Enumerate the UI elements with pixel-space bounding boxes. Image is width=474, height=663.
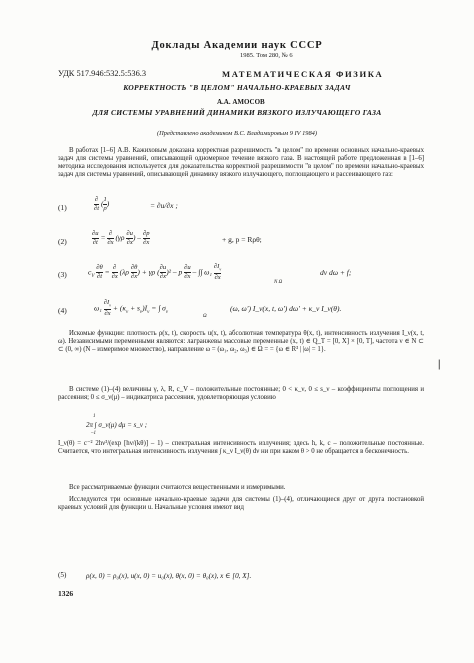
norm-condition-text: 2π ∫ σ_ν(μ) dμ = s_ν ; <box>86 421 148 429</box>
equation-3-body: $c_V \frac{\partial\theta}{\partial t}$ = $\frac{\partial}{\partial x}$ ($\lambda\rho \frac{\partial\theta}{\partial x}$ ) + γρ ($\frac{\partial u}{\partial x}$ )² – p $\frac{\partial u}{\partial x}$ – ∫∫ $\omega_1 \frac{\partial I_\nu}{\partial x}$ <box>88 263 222 282</box>
margin-mark: | <box>438 358 441 370</box>
presented-by: (Представлено академиком В.С. Владимировым 9 IV 1984) <box>157 130 317 137</box>
equation-4-tail: (ω, ω′) I_ν(x, t, ω′) dω′ + κ_ν I_ν(θ). <box>230 304 342 313</box>
page-number: 1326 <box>58 589 74 598</box>
equation-2-body: $\frac{\partial u}{\partial t}$ = $\frac{\partial}{\partial x}$ ($\gamma\rho \frac{\partial u}{\partial x}$ ) – $\frac{\partial p}{\partial x}$ <box>92 230 150 246</box>
author: А.А. АМОСОВ <box>217 98 265 106</box>
equation-3-tail: dv dω + f; <box>320 268 352 277</box>
equation-4-body: $\omega_1 \frac{\partial I_\nu}{\partial x}$ + $(\kappa_\nu + s_\nu)I_\nu$ = ∫ $\sigma_\nu$ <box>94 299 169 318</box>
issue-info: 1985. Том 280, № 6 <box>240 52 293 59</box>
section-heading: МАТЕМАТИЧЕСКАЯ ФИЗИКА <box>222 69 384 79</box>
functions-note: Все рассматриваемые функции считаются вещественными и измеримыми. <box>69 484 286 491</box>
planck-paragraph: I_ν(θ) = c⁻² 2hν³/(exp [hν/(kθ)] – 1) – спектральная интенсивность излучения; здесь h, k, c – положительные постоянные. Считается, что интегральная интенсивность излучения ∫ κ_ν I_ν(θ) dν ни при каком θ > 0 не обращается в бесконечность. <box>58 440 424 456</box>
system-note-paragraph: В системе (1)–(4) величины γ, λ, R, c_V – положительные постоянные; 0 < κ_ν, 0 ≤ s_ν – коэффициенты поглощения и рассеяния; 0 ≤ σ_ν(μ) – индикатриса рассеяния, удовлетворяющая условию <box>58 386 424 402</box>
journal-page: Доклады Академии наук СССР 1985. Том 280, № 6 УДК 517.946:532.5:536.3 МАТЕМАТИЧЕСКАЯ ФИЗИКА КОРРЕКТНОСТЬ "В ЦЕЛОМ" НАЧАЛЬНО-КРАЕВЫХ ЗАДАЧ А.А. АМОСОВ ДЛЯ СИСТЕМЫ УРАВНЕНИЙ ДИНАМИКИ ВЯЗКОГО ИЗЛУЧАЮЩЕГО ГАЗА (Представлено академиком В.С. Владимировым 9 IV 1984) В работах [1–6] А.В. Кажиховым доказана корректная разрешимость "в целом" по времени основных начально-краевых задач для системы уравнений, описывающей одномерное течение вязкого газа. В настоящей работе предложенная в [1–6] методика исследования используется для доказательства корректной разрешимости "в целом" по времени начально-краевых задач для системы уравнений, описывающей динамику вязкого излучающего, поглощающего и рассеивающего газ: (1) $\frac{\partial}{\partial t}$ ($\frac{1}{\rho}$ ) = ∂u/∂x ; (2) $\frac{\partial u}{\partial t}$ = $\frac{\partial}{\partial x}$ ($\gamma\rho \frac{\partial u}{\partial x}$ ) – $\frac{\partial p}{\partial x}$ + g, p = Rρθ; (3) $c_V \frac{\partial\theta}{\partial t}$ = $\frac{\partial}{\partial x}$ ($\lambda\rho \frac{\partial\theta}{\partial x}$ ) + γρ ($\frac{\partial u}{\partial x}$ )² – p $\frac{\partial u}{\partial x}$ – ∫∫ $\omega_1 \frac{\partial I_\nu}{\partial x}$ N Ω dv dω + f; (4) $\omega_1 \frac{\partial I_\nu}{\partial x}$ + $(\kappa_\nu + s_\nu)I_\nu$ = ∫ $\sigma_\nu$ Ω (ω, ω′) I_ν(x, t, ω′) dω′ + κ_ν I_ν(θ). Искомые функции: плотность ρ(x, t), скорость u(x, t), абсолютная температура θ(x, t), интенсивность излучения I_ν(x, t, ω). Независимыми переменными являются: лагранжевы массовые переменные (x, t) ∈ Q_T = [0, X] × [0, T], частота ν ∈ N ⊂ ⊂ (0, ∞) (N – измеримое множество), направление ω = (ω₁, ω₂, ω₃) ∈ Ω = = {ω ∈ R³ | |ω| = 1}. В системе (1)–(4) величины γ, λ, R, c_V – положительные постоянные; 0 < κ_ν, 0 ≤ s_ν – коэффициенты поглощения и рассеяния; 0 ≤ σ_ν(μ) – индикатриса рассеяния, удовлетворяющая условию 2π ∫ σ_ν(μ) dμ = s_ν ; 1 –1 I_ν(θ) = c⁻² 2hν³/(exp [hν/(kθ)] – 1) – спектральная интенсивность излучения; здесь h, k, c – положительные постоянные. Считается, что интегральная интенсивность излучения ∫ κ_ν I_ν(θ) dν ни при каком θ > 0 не обращается в бесконечность. Все рассматриваемые функции считаются вещественными и измеримыми. Исследуются три основные начально-краевые задачи для системы (1)–(4), отличающиеся друг от друга постановкой краевых условий для функции u. Начальные условия имеют вид (5) ρ(x, 0) = ρ₀(x), u(x, 0) = u₀(x), θ(x, 0) = θ₀(x), x ∈ [0, X]. 1326 | <box>0 0 474 663</box>
problems-paragraph: Исследуются три основные начально-краевые задачи для системы (1)–(4), отличающиеся друг от друга постановкой краевых условий для функции u. Начальные условия имеют вид <box>58 496 424 512</box>
udk-code: УДК 517.946:532.5:536.3 <box>58 69 147 78</box>
equation-5-text: ρ(x, 0) = ρ₀(x), u(x, 0) = u₀(x), θ(x, 0) = θ₀(x), x ∈ [0, X]. <box>86 572 252 580</box>
equation-2-tail: + g, p = Rρθ; <box>222 235 262 244</box>
equation-4-number: (4) <box>58 306 67 315</box>
equation-1-rhs: = ∂u/∂x ; <box>150 201 178 210</box>
norm-condition <box>86 421 147 429</box>
equation-5-number: (5) <box>58 571 67 579</box>
paper-title-line-1: КОРРЕКТНОСТЬ "В ЦЕЛОМ" НАЧАЛЬНО-КРАЕВЫХ ЗАДАЧ <box>123 83 351 92</box>
equation-2-number: (2) <box>58 237 67 246</box>
intro-paragraph: В работах [1–6] А.В. Кажиховым доказана корректная разрешимость "в целом" по времени основных начально-краевых задач для системы уравнений, описывающей одномерное течение вязкого газа. В настоящей работе предложенная в [1–6] методика исследования используется для доказательства корректной разрешимости "в целом" по времени начально-краевых задач для системы уравнений, описывающей динамику вязкого излучающего, поглощающего и рассеивающего газ: <box>58 147 424 179</box>
journal-title: Доклады Академии наук СССР <box>151 40 323 51</box>
equation-3-number: (3) <box>58 270 67 279</box>
equation-1-number: (1) <box>58 203 67 212</box>
paper-title-line-2: ДЛЯ СИСТЕМЫ УРАВНЕНИЙ ДИНАМИКИ ВЯЗКОГО ИЗЛУЧАЮЩЕГО ГАЗА <box>92 108 382 117</box>
equation-1-lhs: $\frac{\partial}{\partial t}$ ($\frac{1}{\rho}$ ) <box>94 196 110 212</box>
unknowns-paragraph: Искомые функции: плотность ρ(x, t), скорость u(x, t), абсолютная температура θ(x, t), интенсивность излучения I_ν(x, t, ω). Независимыми переменными являются: лагранжевы массовые переменные (x, t) ∈ Q_T = [0, X] × [0, T], частота ν ∈ N ⊂ ⊂ (0, ∞) (N – измеримое множество), направление ω = (ω₁, ω₂, ω₃) ∈ Ω = = {ω ∈ R³ | |ω| = 1}. <box>58 330 424 354</box>
